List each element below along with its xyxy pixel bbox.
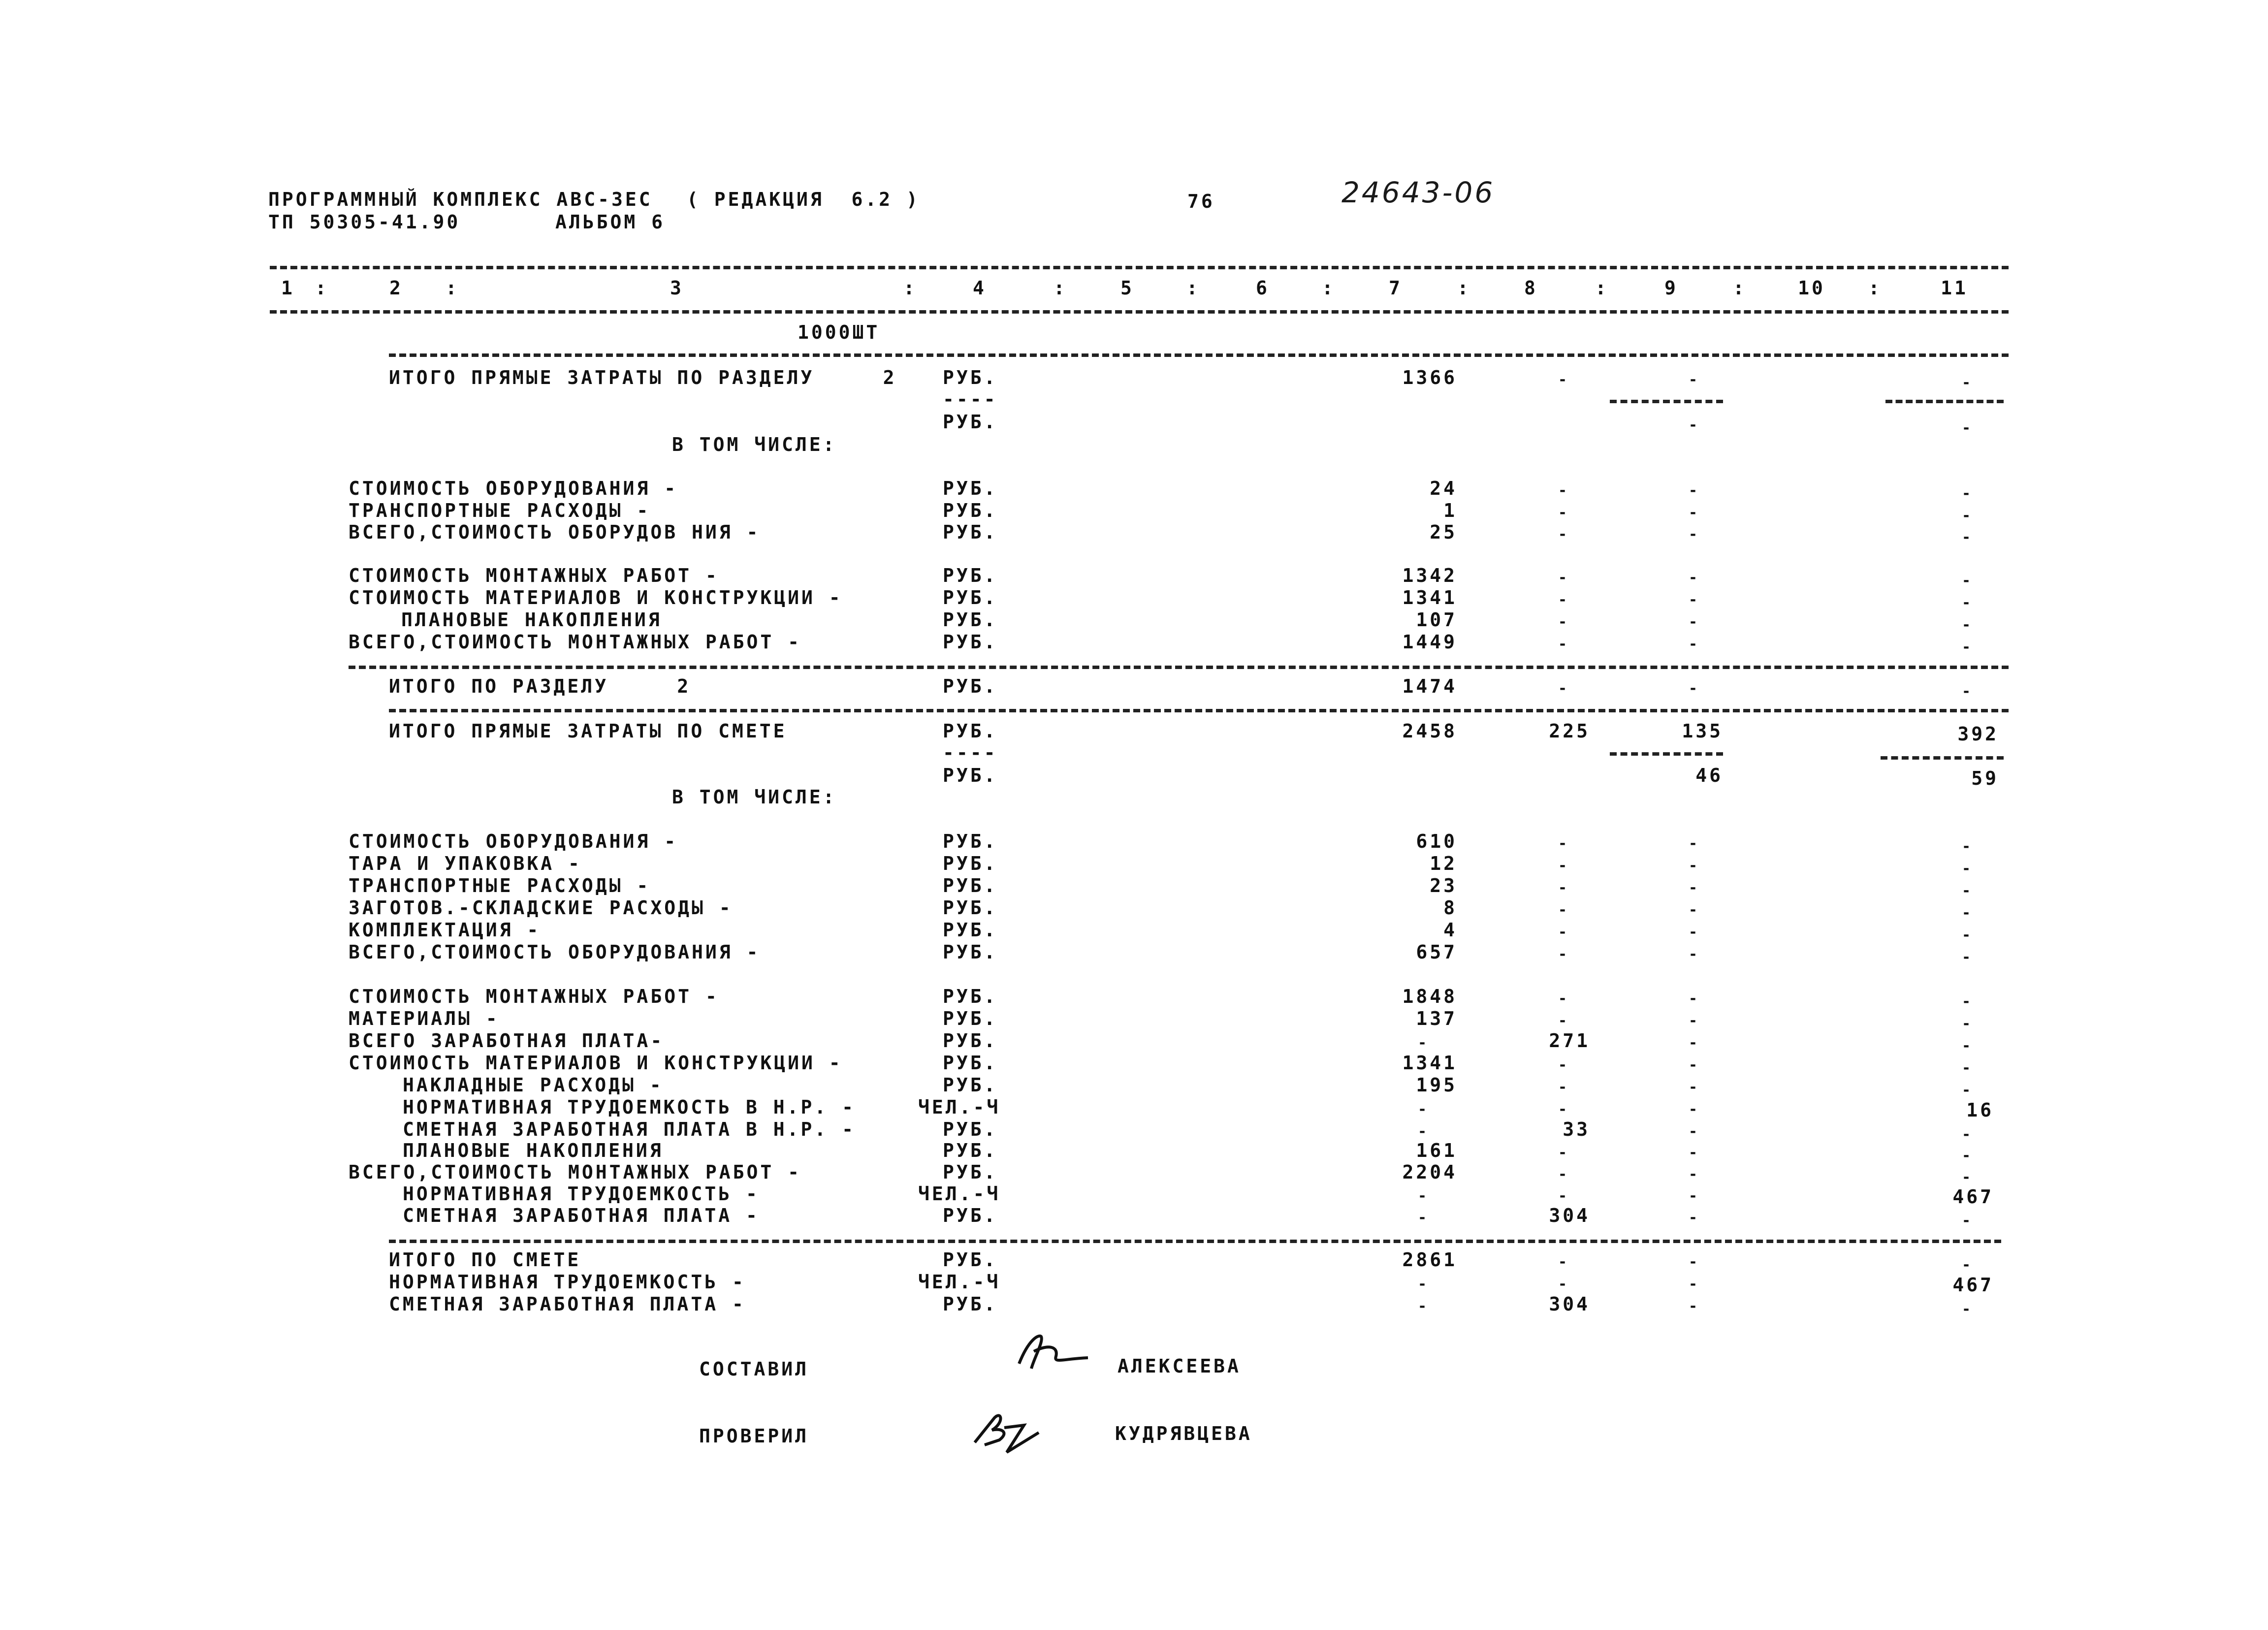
subtotal-rule <box>1885 400 2004 403</box>
row-label: ИТОГО ПРЯМЫЕ ЗАТРАТЫ ПО РАЗДЕЛУ 2 <box>389 367 897 388</box>
value-col11: - <box>1962 529 1971 546</box>
row-unit: РУБ. <box>943 831 998 852</box>
value-col7: 24 <box>1430 478 1457 499</box>
subtotal-rule <box>1610 400 1723 403</box>
row-unit: ---- <box>943 742 998 764</box>
value-col7: 1366 <box>1402 367 1457 388</box>
value-col8: - <box>1558 526 1567 543</box>
column-separators: : <box>1733 277 1747 299</box>
row-unit: ---- <box>943 388 998 410</box>
row-unit: РУБ. <box>943 609 998 631</box>
row-label: СТОИМОСТЬ ОБОРУДОВАНИЯ - <box>349 831 678 852</box>
row-label: ТАРА И УПАКОВКА - <box>349 853 582 874</box>
value-col9: - <box>1689 990 1698 1007</box>
section-rule <box>349 666 2009 669</box>
value-col7: - <box>1418 1276 1427 1293</box>
section-rule <box>389 353 2009 357</box>
document-stamp-number: 24643-06 <box>1342 176 1495 209</box>
value-col11: 467 <box>1952 1274 1994 1296</box>
value-col7: 1449 <box>1402 631 1457 653</box>
row-label: СТОИМОСТЬ ОБОРУДОВАНИЯ - <box>349 478 678 499</box>
value-col7: 2861 <box>1402 1249 1457 1271</box>
value-col8: - <box>1558 901 1567 919</box>
value-col9: - <box>1689 879 1698 896</box>
row-label: ТРАНСПОРТНЫЕ РАСХОДЫ - <box>349 500 651 521</box>
row-unit: РУБ. <box>943 919 998 941</box>
value-col9: - <box>1689 371 1698 388</box>
row-label: КОМПЛЕКТАЦИЯ - <box>349 919 541 941</box>
row-unit: РУБ. <box>943 941 998 963</box>
value-col7: - <box>1418 1298 1427 1315</box>
value-col8: - <box>1558 946 1567 963</box>
value-col9: - <box>1689 1079 1698 1096</box>
value-col9: - <box>1689 1253 1698 1271</box>
value-col9: - <box>1689 1187 1698 1205</box>
row-label: СТОИМОСТЬ МАТЕРИАЛОВ И КОНСТРУКЦИИ - <box>349 587 843 608</box>
row-label: ПЛАНОВЫЕ НАКОПЛЕНИЯ <box>401 609 662 631</box>
value-col7: - <box>1418 1034 1427 1052</box>
value-col11: - <box>1962 507 1971 524</box>
value-col9: - <box>1689 946 1698 963</box>
page-number: 76 <box>1187 191 1215 212</box>
value-col9: - <box>1689 1101 1698 1118</box>
section-label: 1000ШТ <box>798 321 880 343</box>
row-unit: РУБ. <box>943 587 998 608</box>
row-label: СМЕТНАЯ ЗАРАБОТНАЯ ПЛАТА - <box>403 1205 760 1226</box>
value-col11: - <box>1962 1059 1971 1077</box>
row-label: НОРМАТИВНАЯ ТРУДОЕМКОСТЬ - <box>403 1183 760 1205</box>
column-number: 8 <box>1524 277 1538 299</box>
value-col8: - <box>1558 1144 1567 1161</box>
column-separators: : <box>1868 277 1882 299</box>
value-col9: - <box>1689 901 1698 919</box>
value-col11: - <box>1962 993 1971 1010</box>
value-col7: - <box>1418 1101 1427 1118</box>
value-col11: - <box>1962 860 1971 877</box>
value-col9: - <box>1689 591 1698 608</box>
compiled-by-name: АЛЕКСЕЕВА <box>1118 1355 1241 1377</box>
value-col9: - <box>1689 416 1698 434</box>
column-number: 7 <box>1389 277 1403 299</box>
value-col8: - <box>1558 569 1567 586</box>
value-col11: - <box>1962 1015 1971 1032</box>
value-col11: 467 <box>1952 1186 1994 1208</box>
value-col8: - <box>1558 371 1567 388</box>
row-unit: РУБ. <box>943 1119 998 1140</box>
value-col11: - <box>1962 1082 1971 1099</box>
row-unit: РУБ. <box>943 500 998 521</box>
value-col7: 25 <box>1430 521 1457 543</box>
row-label: СТОИМОСТЬ МОНТАЖНЫХ РАБОТ - <box>349 565 719 586</box>
value-col7: 137 <box>1416 1008 1457 1029</box>
value-col8: - <box>1558 857 1567 874</box>
column-separators: : <box>1054 277 1067 299</box>
value-col7: 23 <box>1430 875 1457 896</box>
value-col8: - <box>1558 613 1567 631</box>
value-col9: - <box>1689 1034 1698 1052</box>
row-label: ИТОГО ПРЯМЫЕ ЗАТРАТЫ ПО СМЕТЕ <box>389 720 787 742</box>
value-col7: 12 <box>1430 853 1457 874</box>
value-col11: - <box>1962 904 1971 922</box>
value-col8: - <box>1558 924 1567 941</box>
row-unit: ЧЕЛ.-Ч <box>918 1183 1001 1205</box>
value-col9: - <box>1689 1056 1698 1074</box>
section-rule <box>389 709 2009 712</box>
subtotal-rule <box>1610 752 1723 756</box>
value-col7: 1848 <box>1402 986 1457 1007</box>
row-label: ПЛАНОВЫЕ НАКОПЛЕНИЯ <box>403 1140 664 1161</box>
row-unit: РУБ. <box>943 765 998 786</box>
value-col8: - <box>1558 1253 1567 1271</box>
value-col8: 304 <box>1549 1205 1590 1226</box>
value-col9: - <box>1689 1209 1698 1226</box>
value-col9: - <box>1689 1123 1698 1140</box>
row-label: ИТОГО ПО СМЕТЕ <box>389 1249 581 1271</box>
value-col7: 195 <box>1416 1074 1457 1096</box>
project-code: ТП 50305-41.90 <box>268 211 461 233</box>
value-col11: - <box>1962 1301 1971 1318</box>
value-col9: - <box>1689 613 1698 631</box>
value-col9: - <box>1689 1298 1698 1315</box>
row-label: ВСЕГО ЗАРАБОТНАЯ ПЛАТА- <box>349 1030 665 1052</box>
value-col11: - <box>1962 882 1971 899</box>
album-label: АЛЬБОМ 6 <box>555 211 666 233</box>
row-label: НОРМАТИВНАЯ ТРУДОЕМКОСТЬ В Н.Р. - <box>403 1096 856 1118</box>
value-col8: - <box>1558 1166 1567 1183</box>
row-unit: РУБ. <box>943 853 998 874</box>
value-col11: - <box>1962 927 1971 944</box>
value-col7: 4 <box>1443 919 1457 941</box>
value-col8: - <box>1558 1079 1567 1096</box>
row-label: МАТЕРИАЛЫ - <box>349 1008 500 1029</box>
value-col7: 1341 <box>1402 1052 1457 1074</box>
value-col8: - <box>1558 591 1567 608</box>
value-col7: - <box>1418 1187 1427 1205</box>
value-col8: - <box>1558 1276 1567 1293</box>
value-col7: 107 <box>1416 609 1457 631</box>
column-number: 11 <box>1941 277 1968 299</box>
value-col7: 657 <box>1416 941 1457 963</box>
row-unit: РУБ. <box>943 720 998 742</box>
value-col9: - <box>1689 1166 1698 1183</box>
row-unit: РУБ. <box>943 1030 998 1052</box>
signature-checked <box>965 1408 1049 1462</box>
checked-by-label: ПРОВЕРИЛ <box>699 1425 809 1447</box>
value-col11: - <box>1962 572 1971 589</box>
value-col8: 33 <box>1563 1119 1590 1140</box>
value-col11: - <box>1962 1147 1971 1164</box>
row-unit: РУБ. <box>943 478 998 499</box>
signature-compiled <box>1014 1329 1093 1374</box>
value-col7: 610 <box>1416 831 1457 852</box>
row-unit: ЧЕЛ.-Ч <box>918 1271 1001 1293</box>
value-col11: - <box>1962 1256 1971 1274</box>
edition-label: ( РЕДАКЦИЯ 6.2 ) <box>687 189 920 210</box>
value-col8: - <box>1558 1056 1567 1074</box>
value-col9: 135 <box>1682 720 1723 742</box>
value-col9: - <box>1689 924 1698 941</box>
subsection-heading: В ТОМ ЧИСЛЕ: <box>672 786 837 808</box>
value-col11: - <box>1962 683 1971 700</box>
row-label: СМЕТНАЯ ЗАРАБОТНАЯ ПЛАТА В Н.Р. - <box>403 1119 856 1140</box>
value-col7: 2458 <box>1402 720 1457 742</box>
row-unit: РУБ. <box>943 565 998 586</box>
row-unit: РУБ. <box>943 1293 998 1315</box>
subtotal-rule <box>1881 756 2004 760</box>
header-rule-top <box>270 266 2009 269</box>
row-unit: РУБ. <box>943 897 998 919</box>
value-col8: - <box>1558 1101 1567 1118</box>
value-col7: - <box>1418 1209 1427 1226</box>
checked-by-name: КУДРЯВЦЕВА <box>1115 1423 1252 1444</box>
row-unit: РУБ. <box>943 1161 998 1183</box>
value-col11: - <box>1962 639 1971 656</box>
value-col8: 304 <box>1549 1293 1590 1315</box>
header-rule-bottom <box>270 310 2009 314</box>
value-col9: - <box>1689 835 1698 852</box>
row-unit: РУБ. <box>943 1052 998 1074</box>
row-unit: РУБ. <box>943 1249 998 1271</box>
value-col8: - <box>1558 504 1567 521</box>
row-label: ТРАНСПОРТНЫЕ РАСХОДЫ - <box>349 875 651 896</box>
value-col11: 59 <box>1971 767 1999 789</box>
value-col9: - <box>1689 504 1698 521</box>
column-number: 1 <box>281 277 295 299</box>
column-number: 4 <box>973 277 987 299</box>
value-col8: - <box>1558 482 1567 499</box>
value-col7: 2204 <box>1402 1161 1457 1183</box>
value-col11: 16 <box>1966 1099 1994 1121</box>
compiled-by-label: СОСТАВИЛ <box>699 1358 809 1380</box>
value-col8: - <box>1558 680 1567 697</box>
value-col11: - <box>1962 594 1971 611</box>
row-unit: ЧЕЛ.-Ч <box>918 1096 1001 1118</box>
column-separators: : <box>1595 277 1609 299</box>
value-col8: - <box>1558 1187 1567 1205</box>
row-unit: РУБ. <box>943 986 998 1007</box>
row-label: ИТОГО ПО РАЗДЕЛУ 2 <box>389 675 691 697</box>
row-label: ЗАГОТОВ.-СКЛАДСКИЕ РАСХОДЫ - <box>349 897 733 919</box>
column-number: 6 <box>1256 277 1270 299</box>
column-separators: : <box>1457 277 1471 299</box>
row-unit: РУБ. <box>943 367 998 388</box>
column-number: 5 <box>1120 277 1134 299</box>
value-col11: - <box>1962 1126 1971 1143</box>
row-label: СМЕТНАЯ ЗАРАБОТНАЯ ПЛАТА - <box>389 1293 746 1315</box>
row-label: ВСЕГО,СТОИМОСТЬ МОНТАЖНЫХ РАБОТ - <box>349 631 801 653</box>
column-number: 9 <box>1664 277 1678 299</box>
value-col7: 1341 <box>1402 587 1457 608</box>
row-unit: РУБ. <box>943 411 998 433</box>
value-col11: - <box>1962 374 1971 391</box>
value-col11: - <box>1962 616 1971 634</box>
value-col11: - <box>1962 1169 1971 1186</box>
subsection-heading: В ТОМ ЧИСЛЕ: <box>672 434 837 455</box>
value-col7: 8 <box>1443 897 1457 919</box>
row-label: ВСЕГО,СТОИМОСТЬ МОНТАЖНЫХ РАБОТ - <box>349 1161 801 1183</box>
column-separators: : <box>315 277 329 299</box>
program-title: ПРОГРАММНЫЙ КОМПЛЕКС АВС-3ЕС <box>268 189 653 210</box>
row-label: ВСЕГО,СТОИМОСТЬ ОБОРУДОВ НИЯ - <box>349 521 761 543</box>
row-unit: РУБ. <box>943 1008 998 1029</box>
column-number: 2 <box>389 277 403 299</box>
value-col9: - <box>1689 857 1698 874</box>
value-col8: - <box>1558 636 1567 653</box>
column-number: 3 <box>670 277 684 299</box>
value-col8: - <box>1558 835 1567 852</box>
section-rule <box>389 1240 2001 1243</box>
column-separators: : <box>446 277 459 299</box>
column-separators: : <box>1322 277 1336 299</box>
value-col7: 1474 <box>1402 675 1457 697</box>
column-separators: : <box>903 277 917 299</box>
value-col9: 46 <box>1695 765 1723 786</box>
value-col9: - <box>1689 569 1698 586</box>
value-col11: - <box>1962 1037 1971 1055</box>
row-label: ВСЕГО,СТОИМОСТЬ ОБОРУДОВАНИЯ - <box>349 941 761 963</box>
value-col9: - <box>1689 482 1698 499</box>
row-label: СТОИМОСТЬ МАТЕРИАЛОВ И КОНСТРУКЦИИ - <box>349 1052 843 1074</box>
row-label: НОРМАТИВНАЯ ТРУДОЕМКОСТЬ - <box>389 1271 746 1293</box>
value-col9: - <box>1689 1276 1698 1293</box>
row-unit: РУБ. <box>943 631 998 653</box>
value-col9: - <box>1689 636 1698 653</box>
value-col11: - <box>1962 485 1971 502</box>
row-unit: РУБ. <box>943 1140 998 1161</box>
row-unit: РУБ. <box>943 521 998 543</box>
value-col9: - <box>1689 680 1698 697</box>
value-col7: 1342 <box>1402 565 1457 586</box>
row-unit: РУБ. <box>943 1205 998 1226</box>
value-col11: - <box>1962 838 1971 855</box>
value-col7: 1 <box>1443 500 1457 521</box>
value-col9: - <box>1689 526 1698 543</box>
value-col11: - <box>1962 949 1971 966</box>
value-col8: - <box>1558 879 1567 896</box>
value-col8: 225 <box>1549 720 1590 742</box>
value-col8: - <box>1558 1012 1567 1029</box>
row-unit: РУБ. <box>943 675 998 697</box>
value-col9: - <box>1689 1144 1698 1161</box>
value-col11: - <box>1962 1212 1971 1229</box>
value-col11: 392 <box>1957 723 1999 745</box>
row-label: СТОИМОСТЬ МОНТАЖНЫХ РАБОТ - <box>349 986 719 1007</box>
column-number: 10 <box>1798 277 1825 299</box>
row-label: НАКЛАДНЫЕ РАСХОДЫ - <box>403 1074 664 1096</box>
row-unit: РУБ. <box>943 875 998 896</box>
row-unit: РУБ. <box>943 1074 998 1096</box>
column-separators: : <box>1186 277 1200 299</box>
value-col7: - <box>1418 1123 1427 1140</box>
value-col7: 161 <box>1416 1140 1457 1161</box>
value-col8: - <box>1558 990 1567 1007</box>
value-col9: - <box>1689 1012 1698 1029</box>
value-col8: 271 <box>1549 1030 1590 1052</box>
value-col11: - <box>1962 419 1971 437</box>
